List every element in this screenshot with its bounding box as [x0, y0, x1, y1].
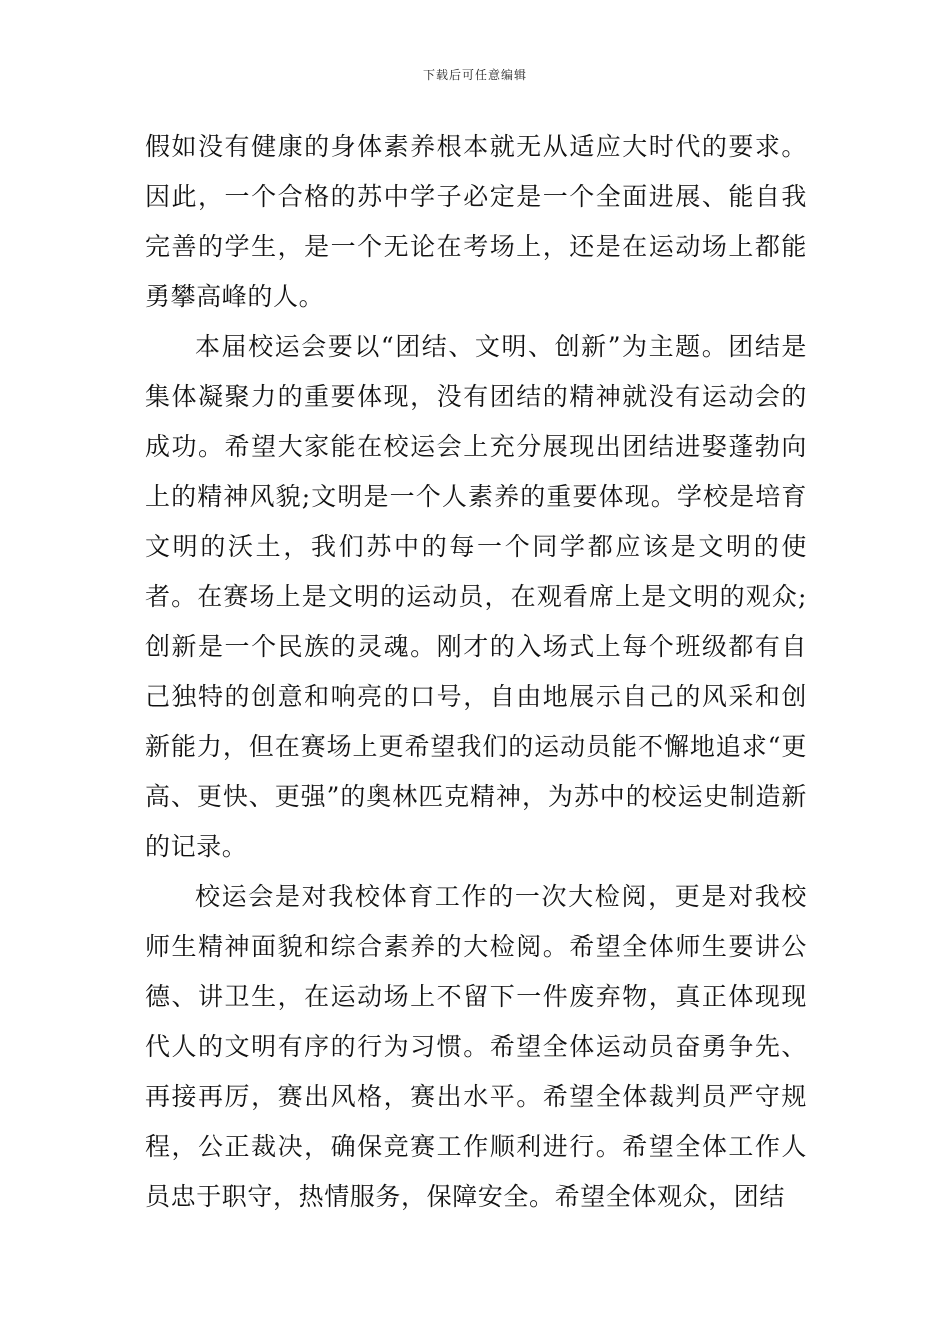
document-body [145, 122, 807, 1222]
paragraph-3: 校运会是对我校体育工作的一次大检阅，更是对我校师生精神面貌和综合素养的大检阅。希望全体师生要讲公德、讲卫生，在运动场上不留下一件废弃物，真正体现现代人的文明有序的行为习惯。希望全体运动员奋勇争先、再接再厉，赛出风格，赛出水平。希望全体裁判员严守规程，公正裁决，确保竞赛工作顺利进行。希望全体工作人员忠于职守，热情服务，保障安全。希望全体观众，团结 [145, 882, 807, 1211]
paragraph-2: 本届校运会要以“团结、文明、创新”为主题。团结是集体凝聚力的重要体现，没有团结的精神就没有运动会的成功。希望大家能在校运会上充分展现出团结进娶蓬勃向上的精神风貌;文明是一个人素养的重要体现。学校是培育文明的沃土，我们苏中的每一个同学都应该是文明的使者。在赛场上是文明的运动员，在观看席上是文明的观众;创新是一个民族的灵魂。刚才的入场式上每个班级都有自己独特的创意和响亮的口号，自由地展示自己的风采和创新能力，但在赛场上更希望我们的运动员能不懈地追求“更高、更快、更强”的奥林匹克精神，为苏中的校运史制造新的记录。 [145, 332, 807, 861]
paragraph-1: 假如没有健康的身体素养根本就无从适应大时代的要求。因此，一个合格的苏中学子必定是一个全面进展、能自我完善的学生，是一个无论在考场上，还是在运动场上都能勇攀高峰的人。 [145, 132, 807, 311]
page-header: 下载后可任意编辑 [422, 68, 527, 82]
